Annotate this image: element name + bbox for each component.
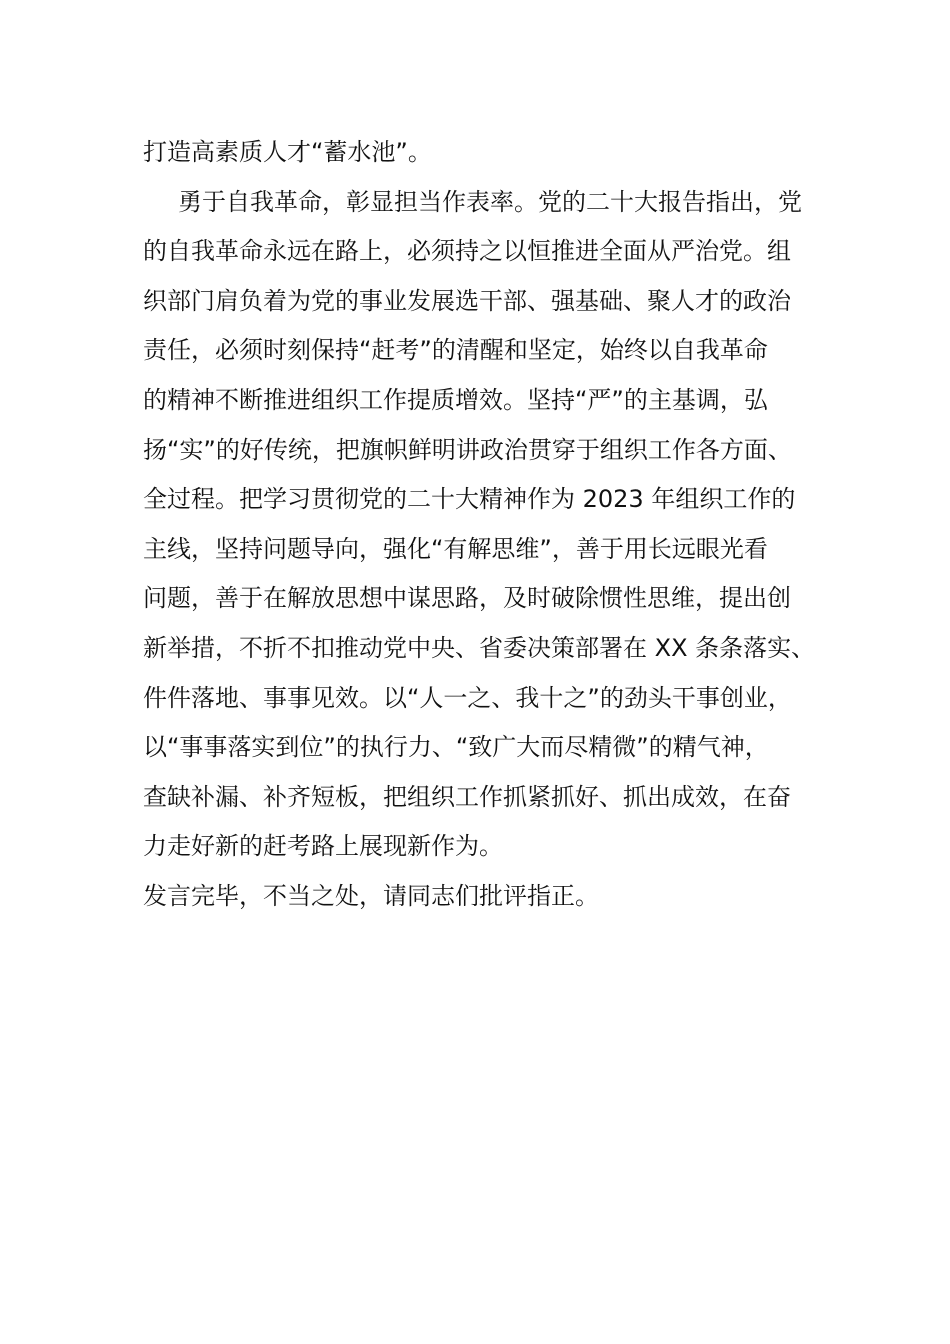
text-line: 的精神不断推进组织工作提质增效。坚持“严”的主基调，弘 [143,385,768,414]
text-line: 的自我革命永远在路上，必须持之以恒推进全面从严治党。组 [143,237,791,266]
text-line: 新举措，不折不扣推动党中央、省委决策部署在 XX 条条落实、 [143,633,816,662]
text-line: 扬“实”的好传统，把旗帜鲜明讲政治贯穿于组织工作各方面、 [143,435,792,464]
text-line: 织部门肩负着为党的事业发展选干部、强基础、聚人才的政治 [143,286,791,315]
text-line: 主线，坚持问题导向，强化“有解思维”，善于用长远眼光看 [143,534,768,563]
text-line: 件件落地、事事见效。以“人一之、我十之”的劲头干事创业， [143,683,792,712]
text-line: 打造高素质人才“蓄水池”。 [143,138,432,166]
text-line: 问题，善于在解放思想中谋思路，及时破除惯性思维，提出创 [143,584,791,613]
document-body [143,128,823,922]
text-line: 以“事事落实到位”的执行力、“致广大而尽精微”的精气神， [143,733,769,762]
text-line: 勇于自我革命，彰显担当作表率。党的二十大报告指出，党 [178,187,802,216]
text-line: 责任，必须时刻保持“赶考”的清醒和坚定，始终以自我革命 [143,336,768,365]
text-line: 全过程。把学习贯彻党的二十大精神作为 2023 年组织工作的 [143,485,796,514]
text-line: 力走好新的赶考路上展现新作为。 [143,832,503,861]
text-line: 查缺补漏、补齐短板，把组织工作抓紧抓好、抓出成效，在奋 [143,782,791,811]
closing-line: 发言完毕，不当之处，请同志们批评指正。 [143,881,599,910]
